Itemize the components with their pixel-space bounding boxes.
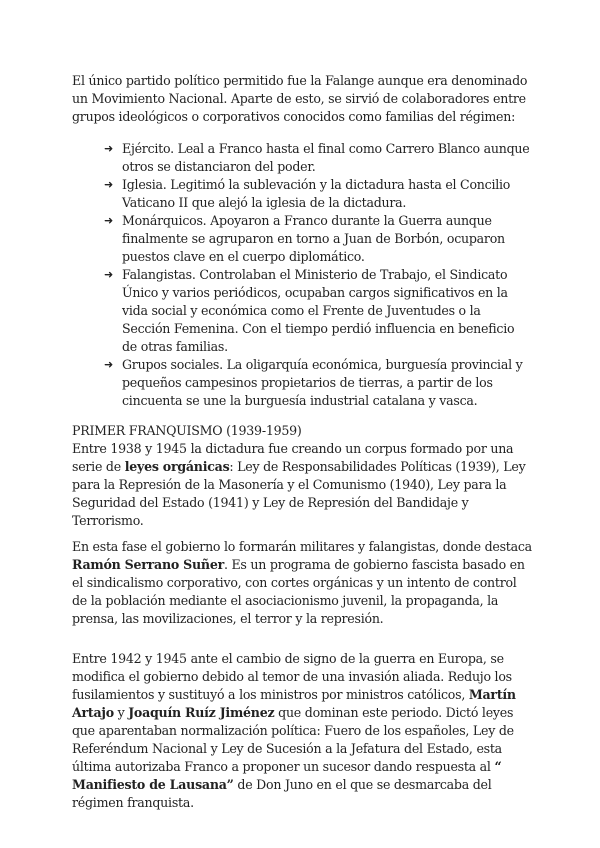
text-span: Entre 1942 y 1945 ante el cambio de signo de la guerra en Europa, se modifica el gobierno debido al temor de una invasión aliada. Redujo los fusilamientos y sustituyó a los ministros por ministros católicos, [72,651,512,702]
text-span: . Es un programa de gobierno fascista basado en el sindicalismo corporativo, con cortes orgánicas y un intento de control de la población mediante el asociacionismo juvenil, la propaganda, la prensa, las movilizaciones, el terror y la represión. [72,557,525,626]
text-span: Entre 1938 y 1945 la dictadura fue creando un corpus formado por una serie de [72,441,514,474]
arrow-right-icon: ➜ [104,178,113,191]
list-item [104,356,532,410]
text-span: de Don Juno en el que se desmarcaba del régimen franquista. [72,777,492,810]
bold-term: leyes orgánicas [124,459,230,474]
arrow-right-icon: ➜ [104,268,113,281]
arrow-right-icon: ➜ [104,142,113,155]
regime-families-list [72,140,532,410]
bold-term: “ Manifiesto de Lausana” [72,759,502,792]
bold-name: Joaquín Ruíz Jiménez [128,705,275,720]
arrow-right-icon: ➜ [104,358,113,371]
bold-name: Martín Artajo [72,687,516,720]
text-span: que dominan este periodo. Dictó leyes que aparentaban normalización política: Fuero de los españoles, Ley de Referéndum Nacional y Ley de Sucesión a la Jefatura del Estado, esta última autorizaba Franco a proponer un sucesor dando respuesta al [72,705,514,774]
list-item-text: Ejército. Leal a Franco hasta el final como Carrero Blanco aunque otros se distanciaron del poder. [122,141,530,174]
document-page [72,72,532,812]
list-item-text: Falangistas. Controlaban el Ministerio de Trabajo, el Sindicato Único y varios periódicos, ocupaban cargos significativos en la vida social y económica como el Frente de Juventudes o la Sección Femenina. Con el tiempo perdió influencia en beneficio de otras familias. [122,267,515,354]
list-item [104,176,532,212]
list-item-text: Iglesia. Legitimó la sublevación y la dictadura hasta el Concilio Vaticano II que alejó la iglesia de la dictadura. [122,177,511,210]
government-paragraph [72,538,532,628]
bold-name: Ramón Serrano Suñer [72,557,224,572]
list-item [104,266,532,356]
text-span: y [113,705,129,720]
reform-paragraph [72,650,532,812]
text-span: En esta fase el gobierno lo formarán militares y falangistas, donde destaca [72,539,532,554]
text-span: : Ley de Responsabilidades Políticas (1939), Ley para la Represión de la Masonería y el Comunismo (1940), Ley para la Seguridad del Estado (1941) y Ley de Represión del Bandidaje y Terrorismo. [72,459,526,528]
intro-paragraph: El único partido político permitido fue la Falange aunque era denominado un Movimiento Nacional. Aparte de esto, se sirvió de colaboradores entre grupos ideológicos o corporativos conocidos como familias del régimen: [72,73,528,124]
list-item-text: Grupos sociales. La oligarquía económica, burguesía provincial y pequeños campesinos propietarios de tierras, a partir de los cincuenta se une la burguesía industrial catalana y vasca. [122,357,523,408]
list-item-text: Monárquicos. Apoyaron a Franco durante la Guerra aunque finalmente se agruparon en torno a Juan de Borbón, ocuparon puestos clave en el cuerpo diplomático. [122,213,505,264]
section-heading: PRIMER FRANQUISMO (1939-1959) [72,423,302,438]
list-item [104,212,532,266]
organic-laws-paragraph [72,440,532,530]
list-item [104,140,532,176]
arrow-right-icon: ➜ [104,214,113,227]
